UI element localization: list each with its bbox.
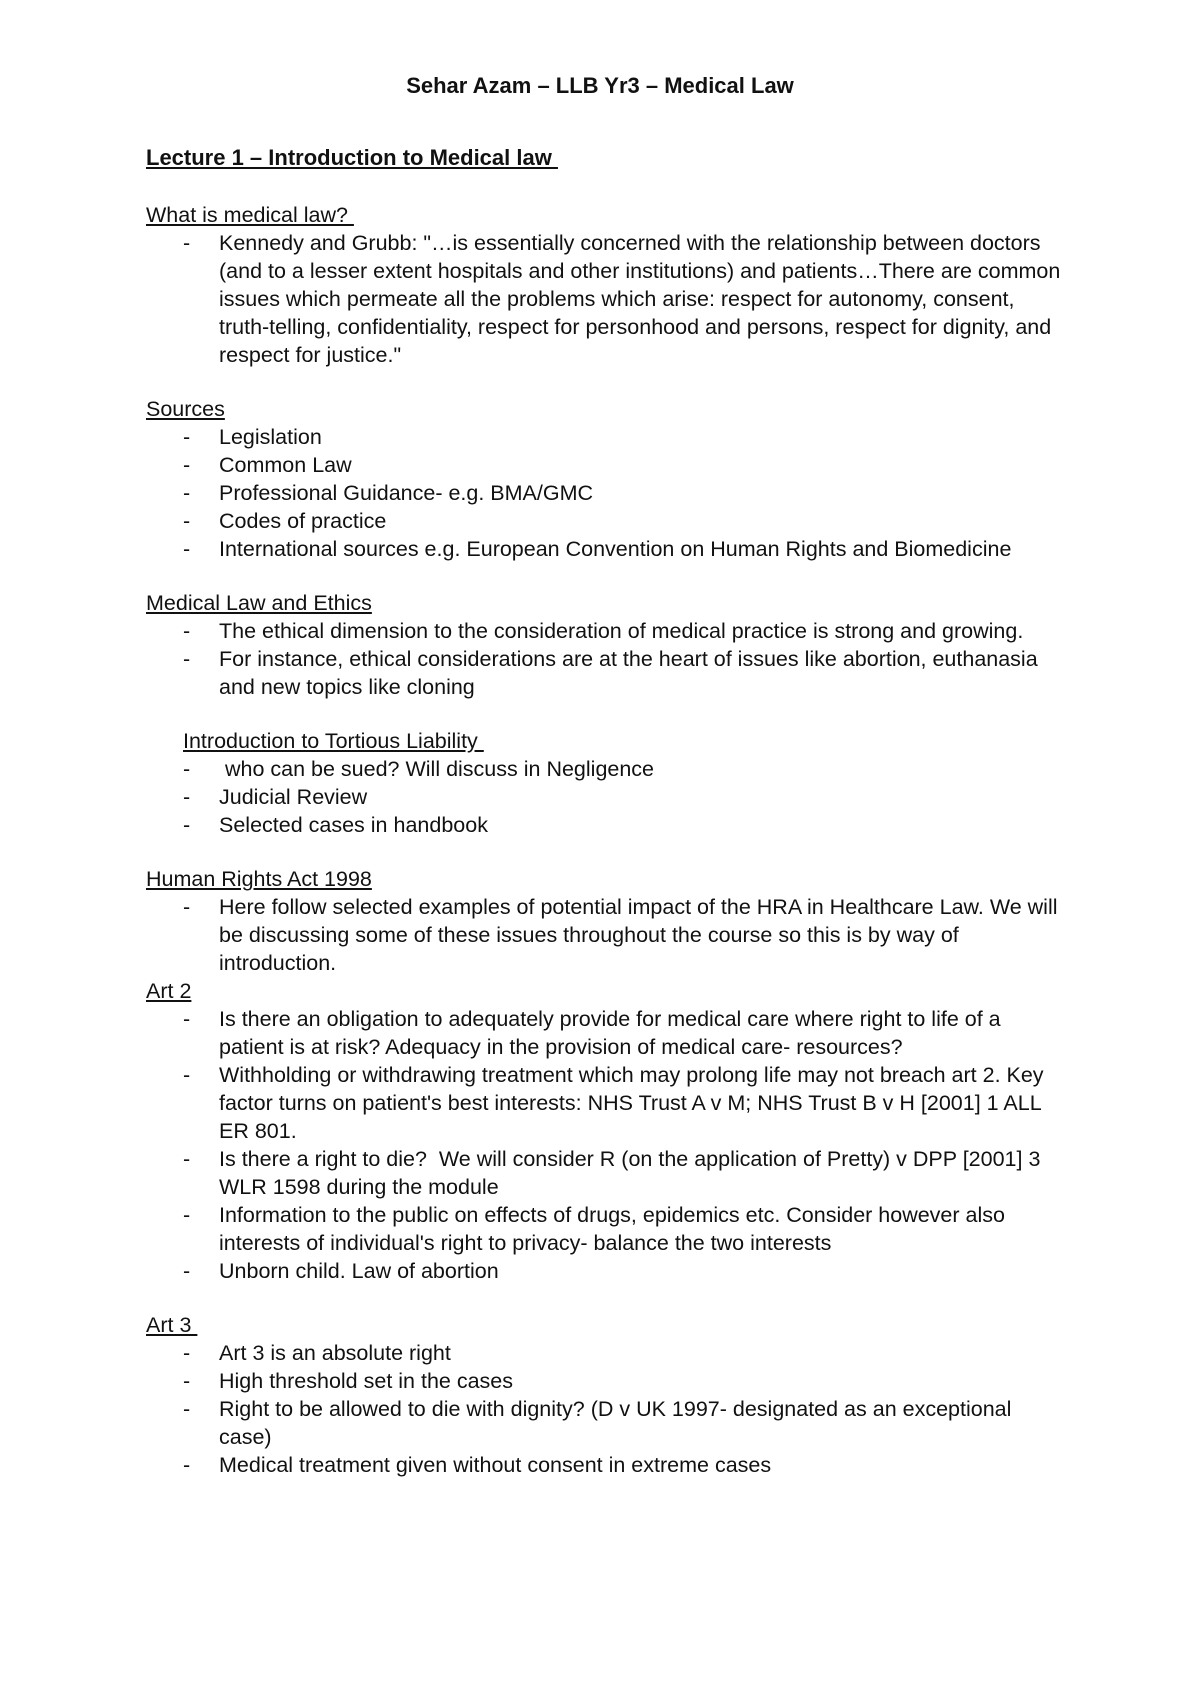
- bullet-marker: -: [183, 895, 191, 919]
- bullet-marker: -: [183, 1063, 191, 1087]
- list-item: [146, 617, 1066, 645]
- bullet-marker: -: [183, 785, 191, 809]
- document-title: Sehar Azam – LLB Yr3 – Medical Law: [406, 73, 794, 98]
- bullet-list: [146, 229, 1066, 369]
- list-item-text: Medical treatment given without consent in extreme cases: [219, 1453, 772, 1477]
- bullet-marker: -: [183, 509, 191, 533]
- list-item: [146, 1367, 1066, 1395]
- list-item: [146, 535, 1066, 563]
- bullet-marker: -: [183, 537, 191, 561]
- list-item: [146, 1395, 1066, 1451]
- list-item-text: Right to be allowed to die with dignity? (D v UK 1997- designated as an exceptional case): [219, 1397, 1018, 1449]
- section-tortious-liability: [146, 727, 1066, 839]
- list-item: [146, 783, 1066, 811]
- list-item-text: Is there an obligation to adequately provide for medical care where right to life of a patient is at risk? Adequacy in the provision of medical care- resources?: [219, 1007, 1007, 1059]
- list-item: [146, 1005, 1066, 1061]
- list-item-text: Withholding or withdrawing treatment which may prolong life may not breach art 2. Key factor turns on patient's best interests: NHS Trust A v M; NHS Trust B v H [2001] 1 ALL ER 801.: [219, 1063, 1050, 1143]
- section-human-rights-act: [146, 865, 1066, 977]
- list-item-text: Information to the public on effects of drugs, epidemics etc. Consider however also interests of individual's right to privacy- balance the two interests: [219, 1203, 1011, 1255]
- list-item-text: International sources e.g. European Convention on Human Rights and Biomedicine: [219, 537, 1012, 561]
- list-item-text: Codes of practice: [219, 509, 387, 533]
- section-heading: What is medical law?: [146, 203, 354, 227]
- section-sources: [146, 395, 1066, 563]
- section-heading: Introduction to Tortious Liability: [183, 729, 484, 753]
- list-item-text: Here follow selected examples of potential impact of the HRA in Healthcare Law. We will be discussing some of these issues throughout the course so this is by way of introduction.: [219, 895, 1064, 975]
- section-heading: Sources: [146, 397, 225, 421]
- bullet-marker: -: [183, 757, 191, 781]
- bullet-marker: -: [183, 1007, 191, 1031]
- bullet-marker: -: [183, 1147, 191, 1171]
- list-item-text: Kennedy and Grubb: "…is essentially concerned with the relationship between doctors (and to a lesser extent hospitals and other institutions) and patients…There are common issues which permeate all the problems which arise: respect for autonomy, consent, truth-telling, confidentiality, respect for personhood and persons, respect for dignity, and respect for justice.": [219, 231, 1067, 367]
- section-what-is-medical-law: [146, 201, 1066, 369]
- bullet-list: [146, 423, 1066, 563]
- bullet-marker: -: [183, 1397, 191, 1421]
- list-item: [146, 1145, 1066, 1201]
- list-item: [146, 645, 1066, 701]
- section-heading: Human Rights Act 1998: [146, 867, 372, 891]
- bullet-marker: -: [183, 231, 191, 255]
- list-item: [146, 1201, 1066, 1257]
- list-item-text: High threshold set in the cases: [219, 1369, 513, 1393]
- list-item: [146, 1339, 1066, 1367]
- bullet-marker: -: [183, 647, 191, 671]
- section-art-2: [146, 977, 1066, 1285]
- list-item: [146, 893, 1066, 977]
- list-item: [146, 1451, 1066, 1479]
- bullet-marker: -: [183, 425, 191, 449]
- section-art-3: [146, 1311, 1066, 1479]
- section-heading: Art 2: [146, 979, 192, 1003]
- bullet-marker: -: [183, 1369, 191, 1393]
- bullet-marker: -: [183, 1341, 191, 1365]
- list-item: [146, 755, 1066, 783]
- list-item: [146, 479, 1066, 507]
- bullet-marker: -: [183, 481, 191, 505]
- bullet-marker: -: [183, 1453, 191, 1477]
- list-item: [146, 451, 1066, 479]
- list-item-text: Unborn child. Law of abortion: [219, 1259, 499, 1283]
- bullet-marker: -: [183, 1259, 191, 1283]
- list-item-text: Professional Guidance- e.g. BMA/GMC: [219, 481, 594, 505]
- list-item-text: who can be sued? Will discuss in Negligence: [219, 757, 655, 781]
- bullet-marker: -: [183, 453, 191, 477]
- bullet-marker: -: [183, 813, 191, 837]
- bullet-marker: -: [183, 619, 191, 643]
- list-item-text: Art 3 is an absolute right: [219, 1341, 451, 1365]
- lecture-heading: Lecture 1 – Introduction to Medical law: [146, 145, 558, 170]
- section-heading: Art 3: [146, 1313, 198, 1337]
- section-medical-law-and-ethics: [146, 589, 1066, 701]
- list-item: [146, 229, 1066, 369]
- list-item-text: For instance, ethical considerations are at the heart of issues like abortion, euthanasia and new topics like cloning: [219, 647, 1044, 699]
- list-item: [146, 811, 1066, 839]
- list-item-text: Judicial Review: [219, 785, 368, 809]
- list-item-text: Is there a right to die? We will consider R (on the application of Pretty) v DPP [2001] 3 WLR 1598 during the module: [219, 1147, 1047, 1199]
- list-item-text: Legislation: [219, 425, 322, 449]
- bullet-list: [146, 755, 1066, 839]
- bullet-list: [146, 893, 1066, 977]
- list-item-text: Common Law: [219, 453, 352, 477]
- list-item: [146, 507, 1066, 535]
- list-item: [146, 1061, 1066, 1145]
- bullet-list: [146, 1339, 1066, 1479]
- list-item-text: Selected cases in handbook: [219, 813, 488, 837]
- section-heading: Medical Law and Ethics: [146, 591, 372, 615]
- document-body: [146, 201, 1066, 1479]
- bullet-list: [146, 617, 1066, 701]
- list-item: [146, 423, 1066, 451]
- list-item: [146, 1257, 1066, 1285]
- bullet-marker: -: [183, 1203, 191, 1227]
- bullet-list: [146, 1005, 1066, 1285]
- list-item-text: The ethical dimension to the consideration of medical practice is strong and growing.: [219, 619, 1024, 643]
